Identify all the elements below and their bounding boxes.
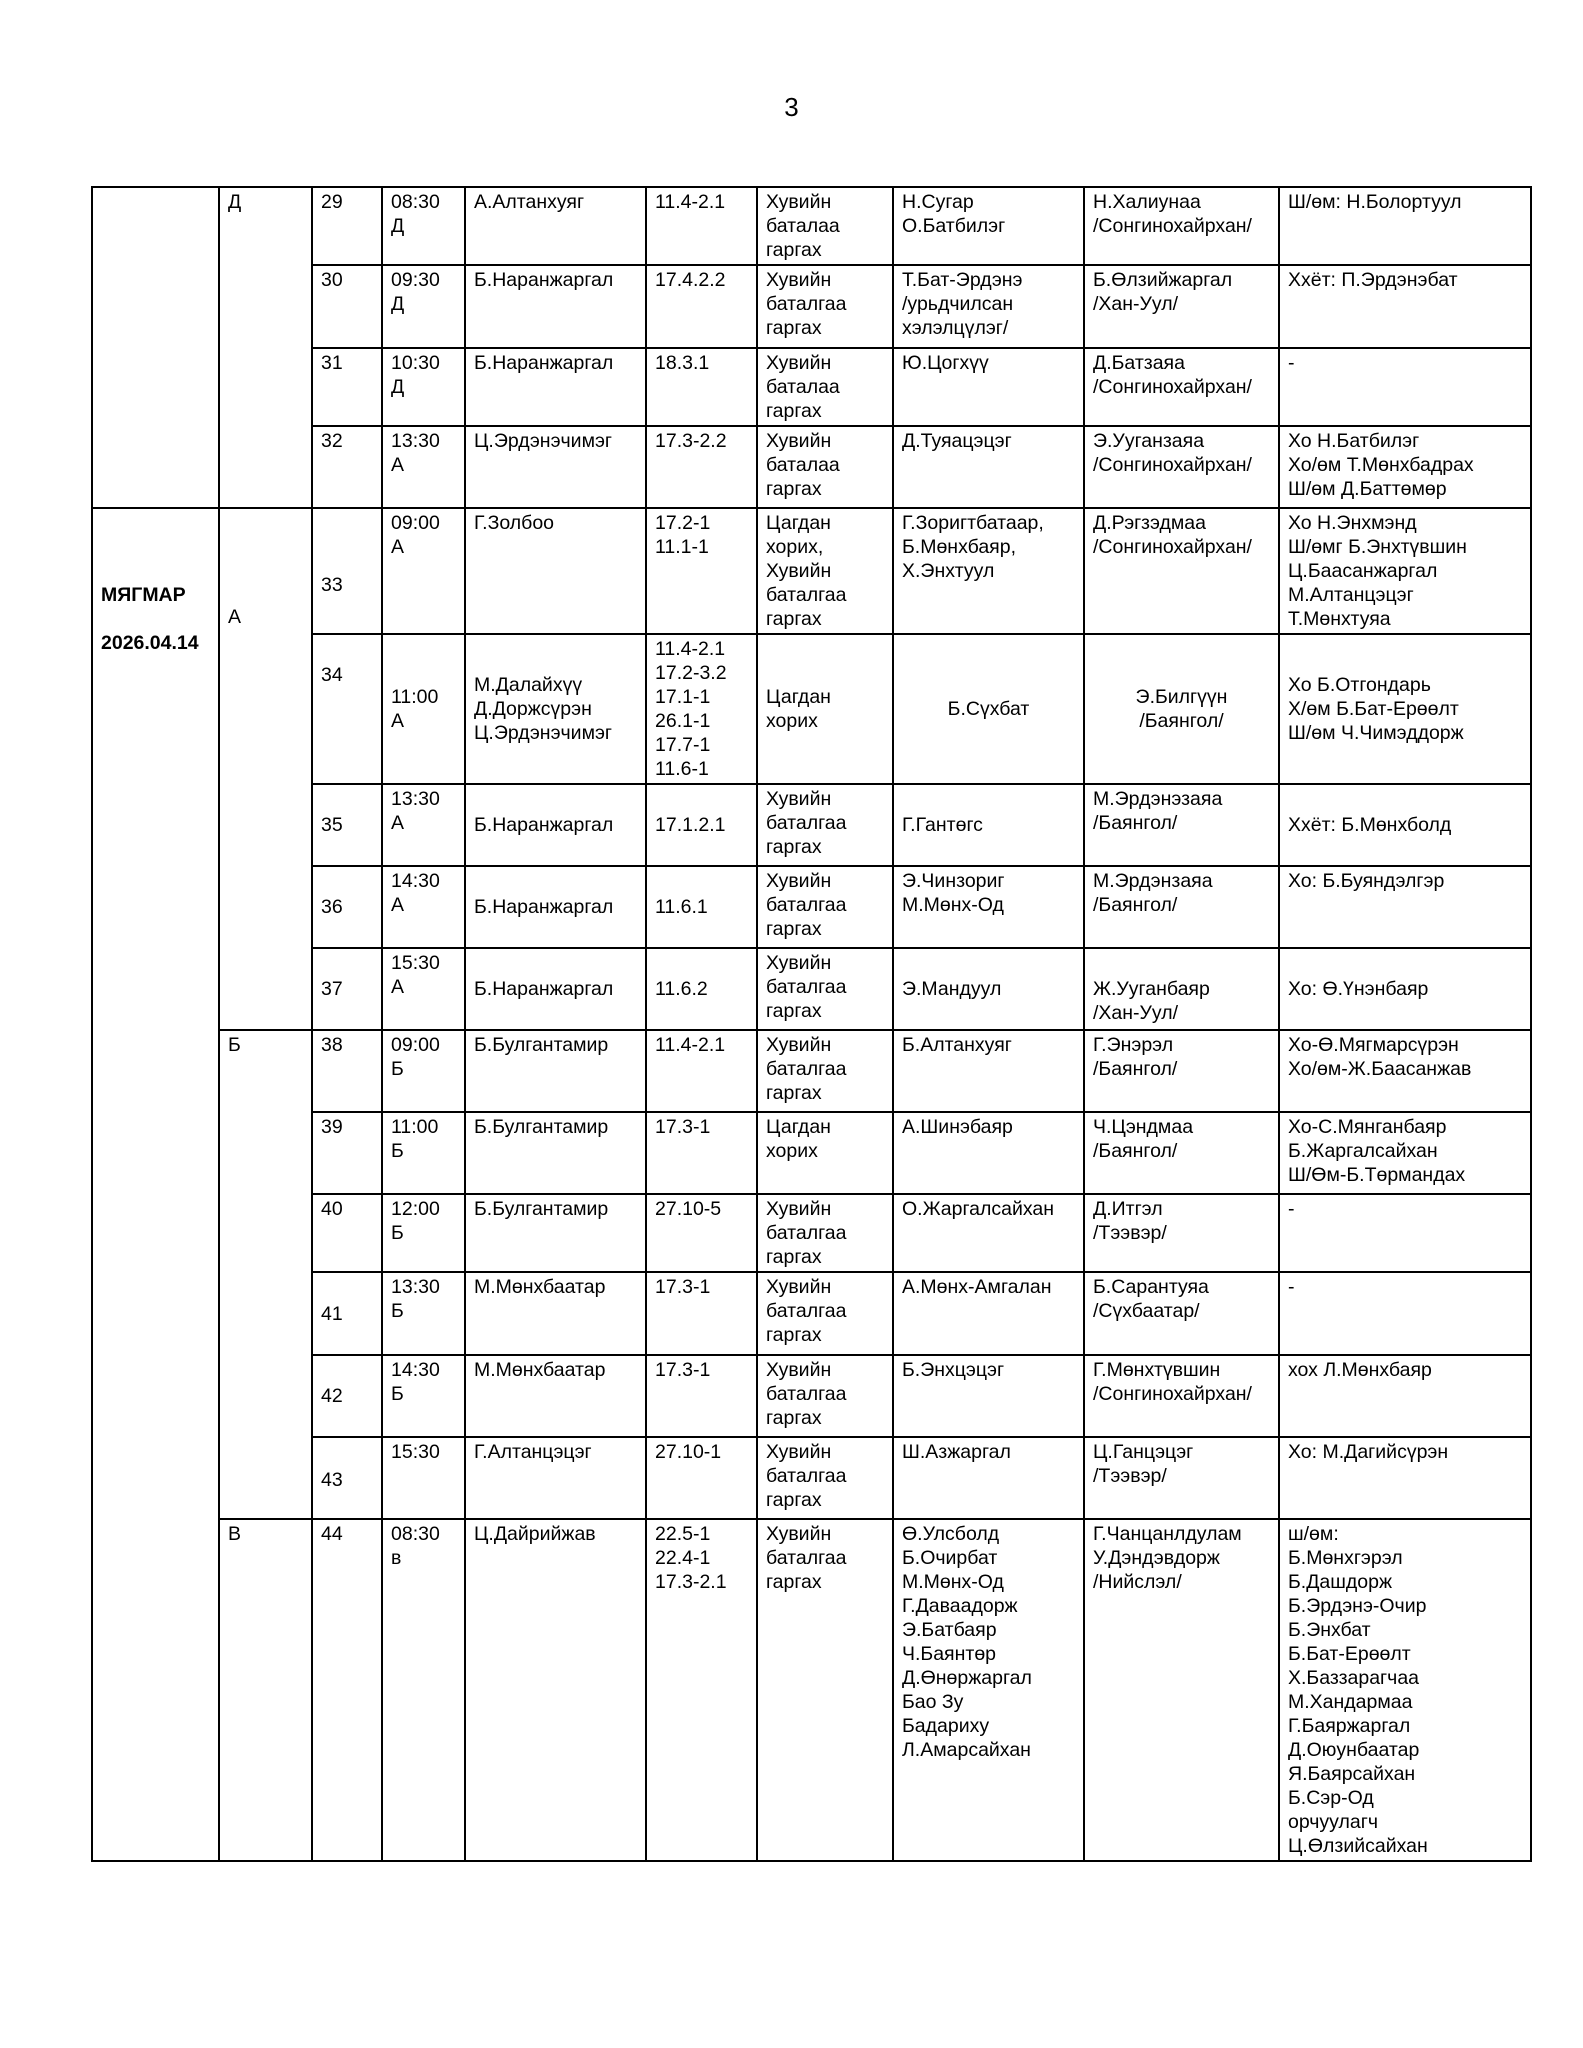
article: 11.4-2.1 17.2-3.2 17.1-1 26.1-1 17.7-1 11.6-1 <box>646 634 757 784</box>
hearing-type: Хувийн баталгаа гаргах <box>757 1272 893 1355</box>
case-number: 38 <box>312 1030 382 1112</box>
case-number: 34 <box>312 634 382 784</box>
case-number: 39 <box>312 1112 382 1194</box>
article: 27.10-1 <box>646 1437 757 1519</box>
prosecutor: Н.Сугар О.Батбилэг <box>893 187 1084 265</box>
court-schedule-table <box>91 186 1532 1862</box>
hearing-type: Хувийн баталаа гаргах <box>757 348 893 426</box>
article: 11.4-2.1 <box>646 1030 757 1112</box>
case-number: 44 <box>312 1519 382 1861</box>
case-number: 32 <box>312 426 382 508</box>
judge: Б.Наранжаргал <box>465 948 646 1030</box>
article: 22.5-1 22.4-1 17.3-2.1 <box>646 1519 757 1861</box>
time-room: 08:30 в <box>382 1519 465 1861</box>
time-room: 15:30 А <box>382 948 465 1030</box>
time-room: 08:30 Д <box>382 187 465 265</box>
case-number: 43 <box>312 1437 382 1519</box>
judge: Г.Золбоо <box>465 508 646 634</box>
parties: Хо-С.Мянганбаяр Б.Жаргалсайхан Ш/Өм-Б.Төрмандах <box>1279 1112 1531 1194</box>
day-date: 2026.04.14 <box>101 632 199 654</box>
parties: Ххёт: П.Эрдэнэбат <box>1279 265 1531 348</box>
prosecutor: Г.Гантөгс <box>893 784 1084 866</box>
defense: Ч.Цэндмаа /Баянгол/ <box>1084 1112 1279 1194</box>
prosecutor: Ш.Азжаргал <box>893 1437 1084 1519</box>
time-room: 10:30 Д <box>382 348 465 426</box>
parties: Хо: М.Дагийсүрэн <box>1279 1437 1531 1519</box>
parties: Хо Н.Батбилэг Хо/өм Т.Мөнхбадрах Ш/өм Д.Баттөмөр <box>1279 426 1531 508</box>
case-number: 40 <box>312 1194 382 1272</box>
day-cell <box>92 508 219 1861</box>
defense: Б.Өлзийжаргал /Хан-Уул/ <box>1084 265 1279 348</box>
hearing-type: Хувийн баталгаа гаргах <box>757 866 893 948</box>
judge: Б.Наранжаргал <box>465 866 646 948</box>
table-row <box>92 508 1531 634</box>
time-room: 13:30 Б <box>382 1272 465 1355</box>
article: 17.3-1 <box>646 1112 757 1194</box>
table-row <box>92 1030 1531 1112</box>
prosecutor: О.Жаргалсайхан <box>893 1194 1084 1272</box>
judge: Ц.Дайрийжав <box>465 1519 646 1861</box>
judge: М.Мөнхбаатар <box>465 1355 646 1437</box>
hearing-type: Хувийн баталгаа гаргах <box>757 1519 893 1861</box>
defense: Б.Сарантуяа /Сүхбаатар/ <box>1084 1272 1279 1355</box>
defense: Г.Энэрэл /Баянгол/ <box>1084 1030 1279 1112</box>
parties: - <box>1279 1272 1531 1355</box>
parties: Хо: Б.Буяндэлгэр <box>1279 866 1531 948</box>
prosecutor: Т.Бат-Эрдэнэ /урьдчилсан хэлэлцүлэг/ <box>893 265 1084 348</box>
article: 17.4.2.2 <box>646 265 757 348</box>
parties: - <box>1279 348 1531 426</box>
defense: Н.Халиунаа /Сонгинохайрхан/ <box>1084 187 1279 265</box>
defense: Д.Рэгзэдмаа /Сонгинохайрхан/ <box>1084 508 1279 634</box>
defense: Ж.Ууганбаяр /Хан-Уул/ <box>1084 948 1279 1030</box>
time-room: 09:00 А <box>382 508 465 634</box>
day-cell-empty <box>92 187 219 508</box>
prosecutor: Э.Мандуул <box>893 948 1084 1030</box>
time-room: 11:00 Б <box>382 1112 465 1194</box>
time-room: 14:30 А <box>382 866 465 948</box>
parties: Ш/өм: Н.Болортуул <box>1279 187 1531 265</box>
case-number: 36 <box>312 866 382 948</box>
defense: Э.Ууганзаяа /Сонгинохайрхан/ <box>1084 426 1279 508</box>
day-name: МЯГМАР <box>101 584 186 606</box>
article: 17.3-2.2 <box>646 426 757 508</box>
time-room: 13:30 А <box>382 426 465 508</box>
defense: М.Эрдэнэзаяа /Баянгол/ <box>1084 784 1279 866</box>
judge: Б.Наранжаргал <box>465 784 646 866</box>
time-room: 11:00 А <box>382 634 465 784</box>
hearing-type: Хувийн баталгаа гаргах <box>757 1194 893 1272</box>
prosecutor: Ө.Улсболд Б.Очирбат М.Мөнх-Од Г.Даваадорж Э.Батбаяр Ч.Баянтөр Д.Өнөржаргал Бао Зу Бадарихy Л.Амарсайхан <box>893 1519 1084 1861</box>
defense: Г.Мөнхтүвшин /Сонгинохайрхан/ <box>1084 1355 1279 1437</box>
article: 18.3.1 <box>646 348 757 426</box>
prosecutor: Б.Энхцэцэг <box>893 1355 1084 1437</box>
judge: Б.Булгантамир <box>465 1112 646 1194</box>
hearing-type: Цагдан хорих <box>757 1112 893 1194</box>
time-room: 12:00 Б <box>382 1194 465 1272</box>
case-number: 29 <box>312 187 382 265</box>
prosecutor: Б.Сүхбат <box>893 634 1084 784</box>
judge: Б.Булгантамир <box>465 1030 646 1112</box>
parties: Ххёт: Б.Мөнхболд <box>1279 784 1531 866</box>
case-number: 35 <box>312 784 382 866</box>
prosecutor: Г.Зоригтбатаар, Б.Мөнхбаяр, Х.Энхтуул <box>893 508 1084 634</box>
hearing-type: Хувийн баталгаа гаргах <box>757 784 893 866</box>
prosecutor: Ю.Цогхүү <box>893 348 1084 426</box>
hearing-type: Хувийн баталгаа гаргах <box>757 1437 893 1519</box>
defense: Д.Батзаяа /Сонгинохайрхан/ <box>1084 348 1279 426</box>
case-number: 30 <box>312 265 382 348</box>
hearing-type: Хувийн баталгаа гаргах <box>757 1355 893 1437</box>
article: 17.2-1 11.1-1 <box>646 508 757 634</box>
defense: Г.Чанцанлдулам У.Дэндэвдорж /Нийслэл/ <box>1084 1519 1279 1861</box>
judge: М.Мөнхбаатар <box>465 1272 646 1355</box>
judge: А.Алтанхуяг <box>465 187 646 265</box>
defense: Д.Итгэл /Тээвэр/ <box>1084 1194 1279 1272</box>
hearing-type: Хувийн баталгаа гаргах <box>757 265 893 348</box>
parties: ш/өм: Б.Мөнхгэрэл Б.Дашдорж Б.Эрдэнэ-Очир Б.Энхбат Б.Бат-Ерөөлт Х.Баззарагчаа М.Хандармаа Г.Баяржаргал Д.Оюунбаатар Я.Баярсайхан Б.Сэр-Од орчуулагч Ц.Өлзийсайхан <box>1279 1519 1531 1861</box>
case-number: 37 <box>312 948 382 1030</box>
room-cell: Б <box>219 1030 312 1519</box>
parties: Хо Б.Отгондарь Х/өм Б.Бат-Ерөөлт Ш/өм Ч.Чимэддорж <box>1279 634 1531 784</box>
prosecutor: А.Шинэбаяр <box>893 1112 1084 1194</box>
defense: Ц.Ганцэцэг /Тээвэр/ <box>1084 1437 1279 1519</box>
judge: Б.Наранжаргал <box>465 265 646 348</box>
article: 11.4-2.1 <box>646 187 757 265</box>
prosecutor: Э.Чинзориг М.Мөнх-Од <box>893 866 1084 948</box>
judge: Б.Наранжаргал <box>465 348 646 426</box>
judge: Г.Алтанцэцэг <box>465 1437 646 1519</box>
time-room: 14:30 Б <box>382 1355 465 1437</box>
parties: Хо: Ө.Үнэнбаяр <box>1279 948 1531 1030</box>
defense: М.Эрдэнзаяа /Баянгол/ <box>1084 866 1279 948</box>
table-row <box>92 187 1531 265</box>
judge: Ц.Эрдэнэчимэг <box>465 426 646 508</box>
time-room: 09:30 Д <box>382 265 465 348</box>
room-cell: Д <box>219 187 312 508</box>
parties: Хо-Ө.Мягмарсүрэн Хо/өм-Ж.Баасанжав <box>1279 1030 1531 1112</box>
case-number: 31 <box>312 348 382 426</box>
parties: хох Л.Мөнхбаяр <box>1279 1355 1531 1437</box>
article: 17.3-1 <box>646 1355 757 1437</box>
article: 17.3-1 <box>646 1272 757 1355</box>
time-room: 09:00 Б <box>382 1030 465 1112</box>
judge: М.Далайхүү Д.Доржсүрэн Ц.Эрдэнэчимэг <box>465 634 646 784</box>
case-number: 42 <box>312 1355 382 1437</box>
hearing-type: Хувийн баталгаа гаргах <box>757 1030 893 1112</box>
parties: Хо Н.Энхмэнд Ш/өмг Б.Энхтүвшин Ц.Баасанжаргал М.Алтанцэцэг Т.Мөнхтуяа <box>1279 508 1531 634</box>
hearing-type: Цагдан хорих <box>757 634 893 784</box>
prosecutor: Д.Туяацэцэг <box>893 426 1084 508</box>
hearing-type: Хувийн баталаа гаргах <box>757 187 893 265</box>
table-row <box>92 1519 1531 1861</box>
hearing-type: Цагдан хорих, Хувийн баталгаа гаргах <box>757 508 893 634</box>
time-room: 13:30 А <box>382 784 465 866</box>
parties: - <box>1279 1194 1531 1272</box>
prosecutor: А.Мөнх-Амгалан <box>893 1272 1084 1355</box>
article: 27.10-5 <box>646 1194 757 1272</box>
case-number: 33 <box>312 508 382 634</box>
defense: Э.Билгүүн /Баянгол/ <box>1084 634 1279 784</box>
page-number: 3 <box>784 92 799 122</box>
hearing-type: Хувийн баталгаа гаргах <box>757 948 893 1030</box>
room-cell: А <box>219 508 312 1030</box>
article: 11.6.2 <box>646 948 757 1030</box>
judge: Б.Булгантамир <box>465 1194 646 1272</box>
article: 17.1.2.1 <box>646 784 757 866</box>
prosecutor: Б.Алтанхуяг <box>893 1030 1084 1112</box>
time-room: 15:30 <box>382 1437 465 1519</box>
room-cell: В <box>219 1519 312 1861</box>
article: 11.6.1 <box>646 866 757 948</box>
case-number: 41 <box>312 1272 382 1355</box>
hearing-type: Хувийн баталаа гаргах <box>757 426 893 508</box>
